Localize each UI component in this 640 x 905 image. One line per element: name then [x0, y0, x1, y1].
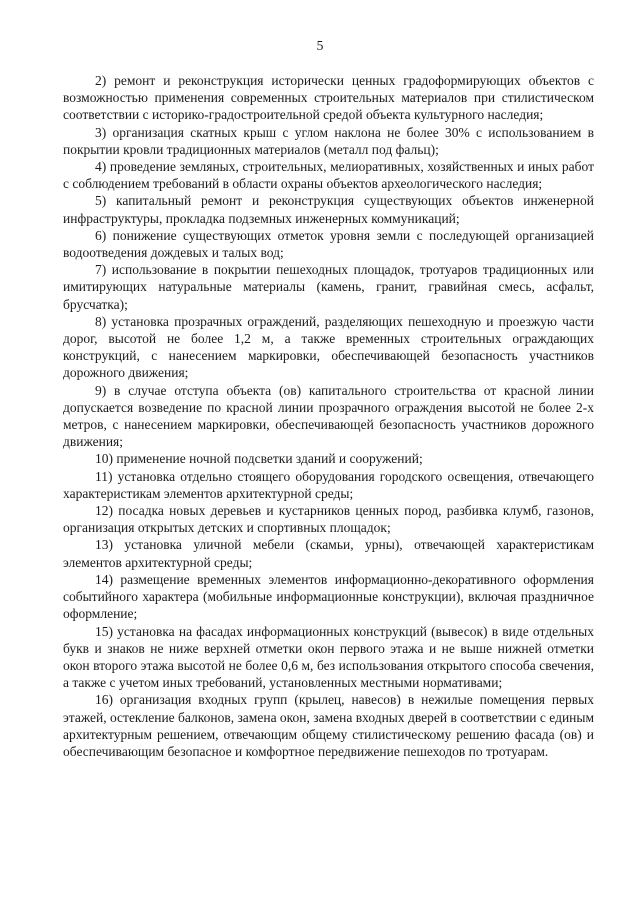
list-item: 11) установка отдельно стоящего оборудования городского освещения, отвечающего характеристикам элементов архитектурной среды; — [63, 468, 594, 501]
list-item: 10) применение ночной подсветки зданий и сооружений; — [95, 451, 423, 467]
list-item: 12) посадка новых деревьев и кустарников ценных пород, разбивка клумб, газонов, организация открытых детских и спортивных площадок; — [63, 503, 594, 536]
list-item: 13) установка уличной мебели (скамьи, урны), отвечающей характеристикам элементов архитектурной среды; — [63, 537, 594, 570]
page-number: 5 — [316, 38, 324, 53]
list-item: 8) установка прозрачных ограждений, разделяющих пешеходную и проезжую части дорог, высотой не более 1,2 м, а также временных строительных ограждающих конструкций, с нанесением маркировки, обеспечивающей безопасность участников дорожного движения; — [63, 313, 594, 381]
list-item: 4) проведение земляных, строительных, мелиоративных, хозяйственных и иных работ с соблюдением требований в области охраны объектов археологического наследия; — [63, 159, 594, 192]
list-item: 5) капитальный ремонт и реконструкция существующих объектов инженерной инфраструктуры, прокладка подземных инженерных коммуникаций; — [63, 193, 594, 226]
list-item: 14) размещение временных элементов информационно-декоративного оформления событийного характера (мобильные информационные конструкции), включая праздничное оформление; — [63, 571, 594, 622]
list-item: 6) понижение существующих отметок уровня земли с последующей организацией водоотведения дождевых и талых вод; — [63, 227, 594, 261]
list-item: 16) организация входных групп (крылец, навесов) в нежилые помещения первых этажей, остекление балконов, замена окон, замена входных дверей в соответствии с единым архитектурным решением, отвечающим общему стилистическому решению фасада (ов) и обеспечивающим безопасное и комфортное передвижение пешеходов по тротуарам. — [63, 692, 595, 759]
list-item: 15) установка на фасадах информационных конструкций (вывесок) в виде отдельных букв и знаков не ниже верхней отметки окон первого этажа и не выше нижней отметки окон второго этажа высотой не более 0,6 м, без использования открытого способа свечения, а также с учетом иных требований, установленных местными нормативами; — [63, 623, 594, 691]
list-item: 9) в случае отступа объекта (ов) капитального строительства от красной линии допускается возведение по красной линии прозрачного ограждения высотой не более 2-х метров, с нанесением маркировки, обеспечивающей безопасность участников дорожного движения; — [63, 382, 594, 450]
list-item: 7) использование в покрытии пешеходных площадок, тротуаров традиционных или имитирующих натуральные материалы (камень, гранит, гравийная смесь, асфальт, брусчатка); — [63, 262, 594, 312]
list-item: 3) организация скатных крыш с углом наклона не более 30% с использованием в покрытии кровли традиционных материалов (металл под фальц); — [63, 124, 594, 157]
page-content — [63, 72, 594, 760]
list-item: 2) ремонт и реконструкция исторически ценных градоформирующих объектов с возможностью применения современных строительных материалов при стилистическом соответствии с историко-градостроительной средой объекта культурного наследия; — [63, 73, 594, 123]
